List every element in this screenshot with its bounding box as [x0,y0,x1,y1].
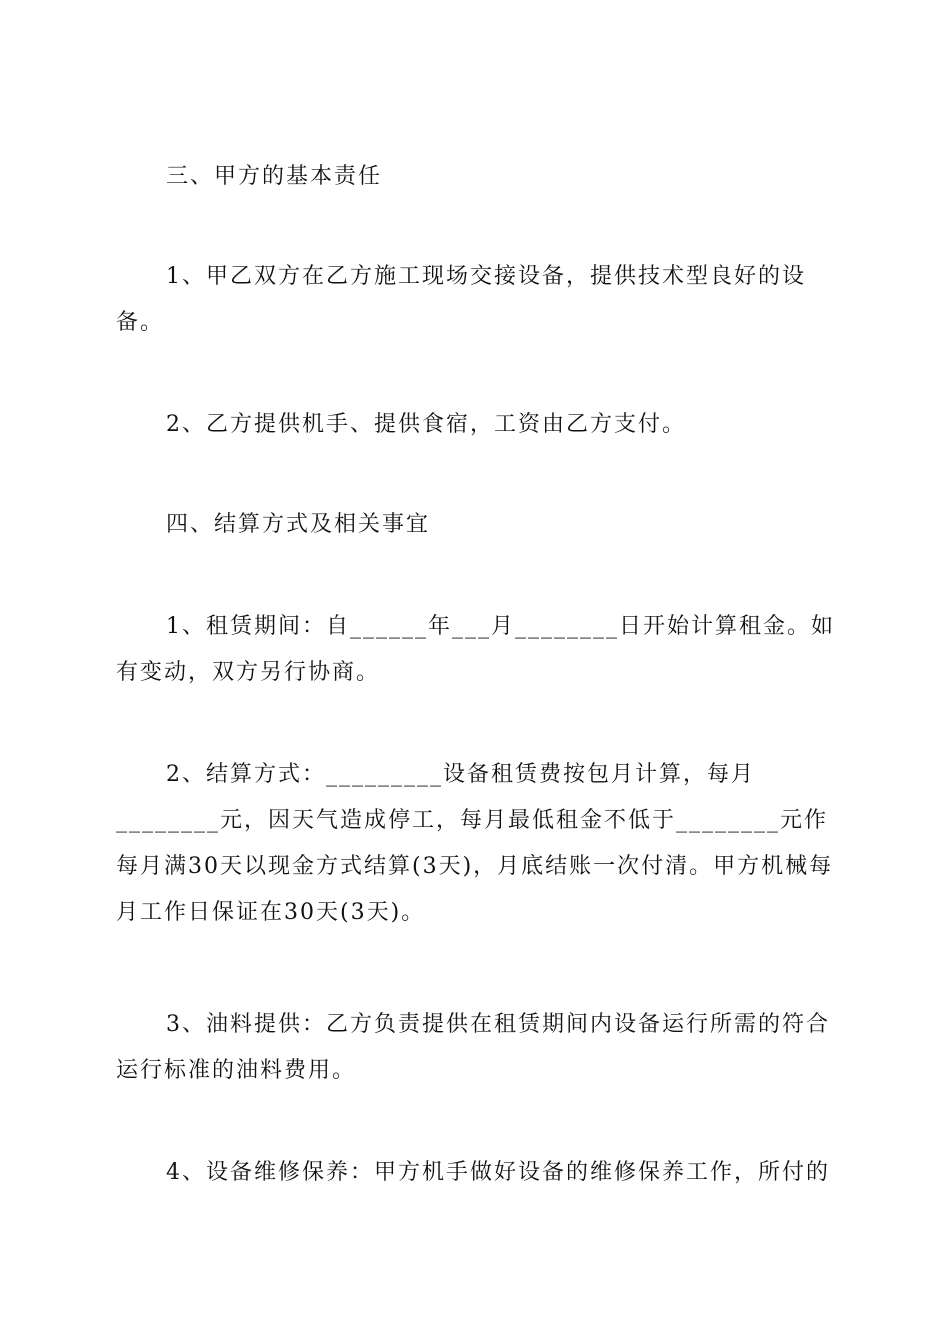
clause-3-1: 1、甲乙双方在乙方施工现场交接设备，提供技术型良好的设备。 [116,264,806,335]
clause-4-3: 3、油料提供：乙方负责提供在租赁期间内设备运行所需的符合运行标准的油料费用。 [116,1012,830,1083]
clause-3-2: 2、乙方提供机手、提供食宿，工资由乙方支付。 [166,412,686,437]
clause-4-2: 2、结算方式：_________设备租赁费按包月计算，每月________元，因天气造成停工，每月最低租金不低于________元作每月满30天以现金方式结算(3天)，月底结账一次付清。甲方机械每月工作日保证在30天(3天)。 [116,762,834,925]
clause-4-1: 1、租赁期间：自______年___月________日开始计算租金。如有变动，双方另行协商。 [116,614,835,685]
section-heading-4: 四、结算方式及相关事宜 [166,512,431,537]
clause-4-4: 4、设备维修保养：甲方机手做好设备的维修保养工作，所付的 [166,1160,830,1185]
section-heading-3: 三、甲方的基本责任 [166,164,383,189]
